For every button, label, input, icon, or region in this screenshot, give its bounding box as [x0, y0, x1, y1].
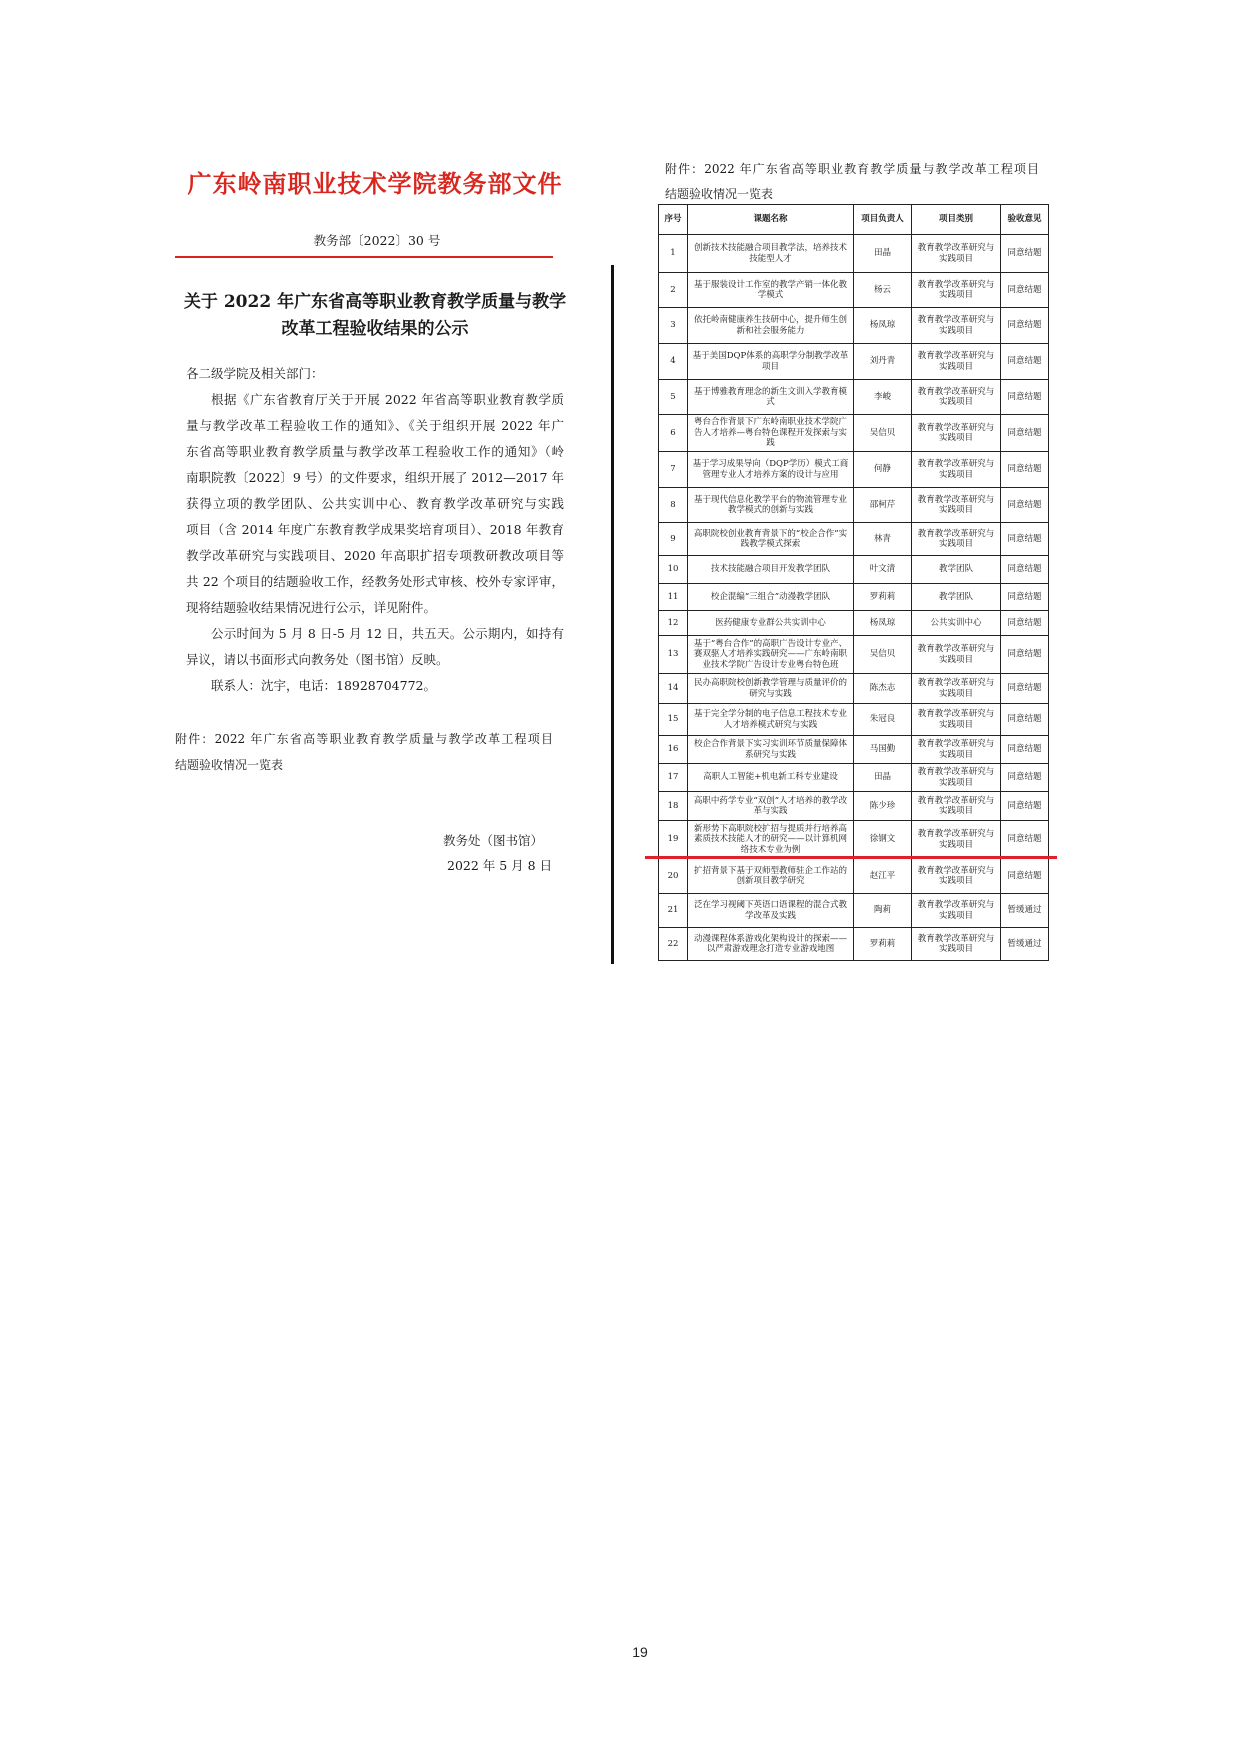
cell-project-category: 教育教学改革研究与实践项目 [912, 859, 1001, 894]
cell-project-title: 基于美国DQP体系的高职学分制教学改革项目 [688, 344, 854, 380]
cell-serial-no: 15 [659, 704, 688, 736]
body-line: 东省高等职业教育教学质量与教学改革工程验收工作的通知》（岭 [186, 444, 564, 459]
header-project-title: 课题名称 [688, 205, 854, 235]
cell-serial-no: 7 [659, 452, 688, 488]
cell-acceptance-opinion: 同意结题 [1001, 556, 1049, 584]
cell-project-category: 教育教学改革研究与实践项目 [912, 523, 1001, 556]
table-row [659, 556, 1049, 584]
cell-project-category: 教育教学改革研究与实践项目 [912, 308, 1001, 344]
cell-project-category: 教育教学改革研究与实践项目 [912, 674, 1001, 704]
table-row [659, 523, 1049, 556]
cell-project-title: 高职院校创业教育背景下的“校企合作”实践教学模式探索 [688, 523, 854, 556]
red-header-rule [175, 256, 553, 258]
cell-project-category: 教育教学改革研究与实践项目 [912, 736, 1001, 764]
contact-line: 联系人：沈宇，电话：18928704772。 [211, 678, 436, 693]
table-row [659, 488, 1049, 523]
cell-project-title: 基于“粤台合作”的高职广告设计专业产、赛双驱人才培养实践研究——广东岭南职业技术学院广告设计专业粤台特色班 [688, 636, 854, 674]
cell-serial-no: 21 [659, 894, 688, 928]
cell-acceptance-opinion: 同意结题 [1001, 636, 1049, 674]
cell-project-leader: 田晶 [854, 764, 912, 792]
cell-serial-no: 11 [659, 584, 688, 611]
body-line: 共 22 个项目的结题验收工作，经教务处形式审核、校外专家评审， [186, 574, 564, 589]
cell-acceptance-opinion: 同意结题 [1001, 273, 1049, 308]
cell-project-leader: 吴信贝 [854, 415, 912, 452]
cell-project-title: 扩招背景下基于双师型教师驻企工作站的创新项目教学研究 [688, 859, 854, 894]
cell-acceptance-opinion: 同意结题 [1001, 859, 1049, 894]
cell-acceptance-opinion: 暂缓通过 [1001, 928, 1049, 961]
cell-project-title: 基于服装设计工作室的教学产销一体化教学模式 [688, 273, 854, 308]
cell-acceptance-opinion: 同意结题 [1001, 736, 1049, 764]
cell-project-leader: 邵柯芹 [854, 488, 912, 523]
cell-project-category: 教育教学改革研究与实践项目 [912, 792, 1001, 821]
cell-serial-no: 13 [659, 636, 688, 674]
cell-project-title: 基于博雅教育理念的新生文训入学教育模式 [688, 380, 854, 415]
document-number: 教务部〔2022〕30 号 [313, 233, 441, 248]
cell-acceptance-opinion: 同意结题 [1001, 523, 1049, 556]
cell-project-leader: 陶莉 [854, 894, 912, 928]
red-underline-mark [645, 856, 1057, 859]
table-caption-line-2: 结题验收情况一览表 [665, 187, 774, 201]
body-line: 获得立项的教学团队、公共实训中心、教育教学改革研究与实践 [186, 496, 564, 511]
cell-project-leader: 何静 [854, 452, 912, 488]
table-row [659, 792, 1049, 821]
cell-acceptance-opinion: 同意结题 [1001, 415, 1049, 452]
table-caption-line-1: 附件：2022 年广东省高等职业教育教学质量与教学改革工程项目 [665, 162, 1039, 176]
cell-serial-no: 22 [659, 928, 688, 961]
body-line: 南职院教〔2022〕9 号）的文件要求，组织开展了 2012—2017 年 [186, 470, 564, 485]
cell-project-category: 教育教学改革研究与实践项目 [912, 704, 1001, 736]
table-row [659, 674, 1049, 704]
cell-project-category: 教育教学改革研究与实践项目 [912, 415, 1001, 452]
cell-project-leader: 吴信贝 [854, 636, 912, 674]
attachment-note-line-1: 附件：2022 年广东省高等职业教育教学质量与教学改革工程项目 [175, 732, 553, 746]
cell-project-leader: 陈少珍 [854, 792, 912, 821]
cell-acceptance-opinion: 同意结题 [1001, 704, 1049, 736]
cell-project-leader: 杨云 [854, 273, 912, 308]
cell-project-category: 教育教学改革研究与实践项目 [912, 928, 1001, 961]
table-row [659, 380, 1049, 415]
cell-project-category: 教育教学改革研究与实践项目 [912, 380, 1001, 415]
cell-serial-no: 10 [659, 556, 688, 584]
cell-acceptance-opinion: 同意结题 [1001, 584, 1049, 611]
cell-acceptance-opinion: 同意结题 [1001, 380, 1049, 415]
table-row [659, 764, 1049, 792]
cell-project-leader: 叶文清 [854, 556, 912, 584]
cell-project-category: 教学团队 [912, 584, 1001, 611]
body-line: 量与教学改革工程验收工作的通知》、《关于组织开展 2022 年广 [186, 418, 564, 433]
cell-project-title: 泛在学习视阈下英语口语课程的混合式教学改革及实践 [688, 894, 854, 928]
table-row [659, 928, 1049, 961]
header-project-category: 项目类别 [912, 205, 1001, 235]
cell-project-title: 民办高职院校创新教学管理与质量评价的研究与实践 [688, 674, 854, 704]
cell-project-title: 基于学习成果导向（DQP学历）模式工商管理专业人才培养方案的设计与应用 [688, 452, 854, 488]
table-row [659, 415, 1049, 452]
table-row [659, 344, 1049, 380]
red-header-title: 广东岭南职业技术学院教务部文件 [187, 169, 563, 198]
cell-project-title: 粤台合作背景下广东岭南职业技术学院广告人才培养—粤台特色课程开发探索与实践 [688, 415, 854, 452]
cell-project-title: 医药健康专业群公共实训中心 [688, 611, 854, 636]
body-line: 根据《广东省教育厅关于开展 2022 年省高等职业教育教学质 [211, 392, 564, 407]
table-row [659, 736, 1049, 764]
cell-project-leader: 罗莉莉 [854, 928, 912, 961]
cell-acceptance-opinion: 同意结题 [1001, 764, 1049, 792]
cell-serial-no: 3 [659, 308, 688, 344]
cell-project-title: 动漫课程体系游戏化架构设计的探索——以严肃游戏理念打造专业游戏地图 [688, 928, 854, 961]
table-row [659, 235, 1049, 273]
cell-project-category: 教育教学改革研究与实践项目 [912, 764, 1001, 792]
notice-line: 异议，请以书面形式向教务处（图书馆）反映。 [186, 652, 449, 667]
cell-serial-no: 19 [659, 821, 688, 859]
cell-serial-no: 16 [659, 736, 688, 764]
cell-serial-no: 14 [659, 674, 688, 704]
cell-serial-no: 20 [659, 859, 688, 894]
body-line: 教学改革研究与实践项目、2020 年高职扩招专项教研教改项目等 [186, 548, 564, 563]
cell-serial-no: 5 [659, 380, 688, 415]
cell-project-leader: 朱冠良 [854, 704, 912, 736]
table-row [659, 821, 1049, 859]
page-number: 19 [632, 1644, 648, 1660]
acceptance-results-table [658, 204, 1049, 961]
attachment-note-line-2: 结题验收情况一览表 [175, 758, 284, 772]
cell-serial-no: 17 [659, 764, 688, 792]
cell-project-category: 教育教学改革研究与实践项目 [912, 821, 1001, 859]
cell-project-category: 教育教学改革研究与实践项目 [912, 894, 1001, 928]
cell-project-leader: 杨凤琼 [854, 308, 912, 344]
cell-acceptance-opinion: 同意结题 [1001, 674, 1049, 704]
table-row [659, 308, 1049, 344]
cell-project-title: 高职人工智能+机电新工科专业建设 [688, 764, 854, 792]
cell-project-leader: 杨凤琼 [854, 611, 912, 636]
cell-project-title: 校企合作背景下实习实训环节质量保障体系研究与实践 [688, 736, 854, 764]
cell-acceptance-opinion: 同意结题 [1001, 452, 1049, 488]
cell-project-leader: 李峻 [854, 380, 912, 415]
cell-project-title: 新形势下高职院校扩招与提质并行培养高素质技术技能人才的研究——以计算机网络技术专业为例 [688, 821, 854, 859]
cell-project-title: 创新技术技能融合项目教学法，培养技术技能型人才 [688, 235, 854, 273]
cell-project-title: 高职中药学专业“双创”人才培养的教学改革与实践 [688, 792, 854, 821]
table-row [659, 859, 1049, 894]
table-row [659, 611, 1049, 636]
table-row [659, 704, 1049, 736]
cell-project-leader: 田晶 [854, 235, 912, 273]
signature-date: 2022 年 5 月 8 日 [447, 858, 553, 873]
cell-acceptance-opinion: 同意结题 [1001, 488, 1049, 523]
document-title-line-1: 关于 2022 年广东省高等职业教育教学质量与教学 [183, 292, 567, 312]
cell-project-title: 技术技能融合项目开发教学团队 [688, 556, 854, 584]
table-row [659, 452, 1049, 488]
cell-project-leader: 林青 [854, 523, 912, 556]
cell-project-leader: 罗莉莉 [854, 584, 912, 611]
cell-acceptance-opinion: 暂缓通过 [1001, 894, 1049, 928]
cell-project-category: 教育教学改革研究与实践项目 [912, 273, 1001, 308]
cell-project-category: 教育教学改革研究与实践项目 [912, 344, 1001, 380]
header-acceptance-opinion: 验收意见 [1001, 205, 1049, 235]
cell-project-category: 教育教学改革研究与实践项目 [912, 636, 1001, 674]
cell-project-category: 公共实训中心 [912, 611, 1001, 636]
header-serial-no: 序号 [659, 205, 688, 235]
cell-project-category: 教育教学改革研究与实践项目 [912, 235, 1001, 273]
table-row [659, 636, 1049, 674]
cell-serial-no: 12 [659, 611, 688, 636]
cell-serial-no: 6 [659, 415, 688, 452]
cell-serial-no: 4 [659, 344, 688, 380]
cell-serial-no: 18 [659, 792, 688, 821]
cell-serial-no: 8 [659, 488, 688, 523]
document-title-line-2: 改革工程验收结果的公示 [281, 319, 469, 339]
cell-project-leader: 刘丹青 [854, 344, 912, 380]
salutation: 各二级学院及相关部门： [186, 366, 324, 381]
table-row [659, 584, 1049, 611]
header-project-leader: 项目负责人 [854, 205, 912, 235]
cell-project-category: 教育教学改革研究与实践项目 [912, 452, 1001, 488]
cell-acceptance-opinion: 同意结题 [1001, 308, 1049, 344]
cell-serial-no: 9 [659, 523, 688, 556]
body-line: 现将结题验收结果情况进行公示，详见附件。 [186, 600, 437, 615]
table-body [659, 235, 1049, 961]
cell-acceptance-opinion: 同意结题 [1001, 344, 1049, 380]
cell-serial-no: 2 [659, 273, 688, 308]
cell-project-leader: 陈杰志 [854, 674, 912, 704]
cell-project-leader: 徐钢文 [854, 821, 912, 859]
table-header-row [659, 205, 1049, 235]
table-row [659, 894, 1049, 928]
cell-project-title: 校企混编“三组合”动漫教学团队 [688, 584, 854, 611]
cell-acceptance-opinion: 同意结题 [1001, 792, 1049, 821]
cell-acceptance-opinion: 同意结题 [1001, 821, 1049, 859]
table-row [659, 273, 1049, 308]
cell-project-category: 教学团队 [912, 556, 1001, 584]
cell-acceptance-opinion: 同意结题 [1001, 235, 1049, 273]
notice-line: 公示时间为 5 月 8 日-5 月 12 日，共五天。公示期内，如持有 [211, 626, 564, 641]
cell-acceptance-opinion: 同意结题 [1001, 611, 1049, 636]
cell-serial-no: 1 [659, 235, 688, 273]
vertical-divider-bar [611, 265, 614, 964]
cell-project-title: 基于完全学分制的电子信息工程技术专业人才培养模式研究与实践 [688, 704, 854, 736]
cell-project-leader: 马国勤 [854, 736, 912, 764]
cell-project-title: 基于现代信息化教学平台的物流管理专业教学模式的创新与实践 [688, 488, 854, 523]
signature-office: 教务处（图书馆） [443, 833, 544, 848]
cell-project-category: 教育教学改革研究与实践项目 [912, 488, 1001, 523]
body-line: 项目（含 2014 年度广东教育教学成果奖培育项目）、2018 年教育 [186, 522, 564, 537]
cell-project-leader: 赵江平 [854, 859, 912, 894]
cell-project-title: 依托岭南健康养生技研中心，提升师生创新和社会服务能力 [688, 308, 854, 344]
